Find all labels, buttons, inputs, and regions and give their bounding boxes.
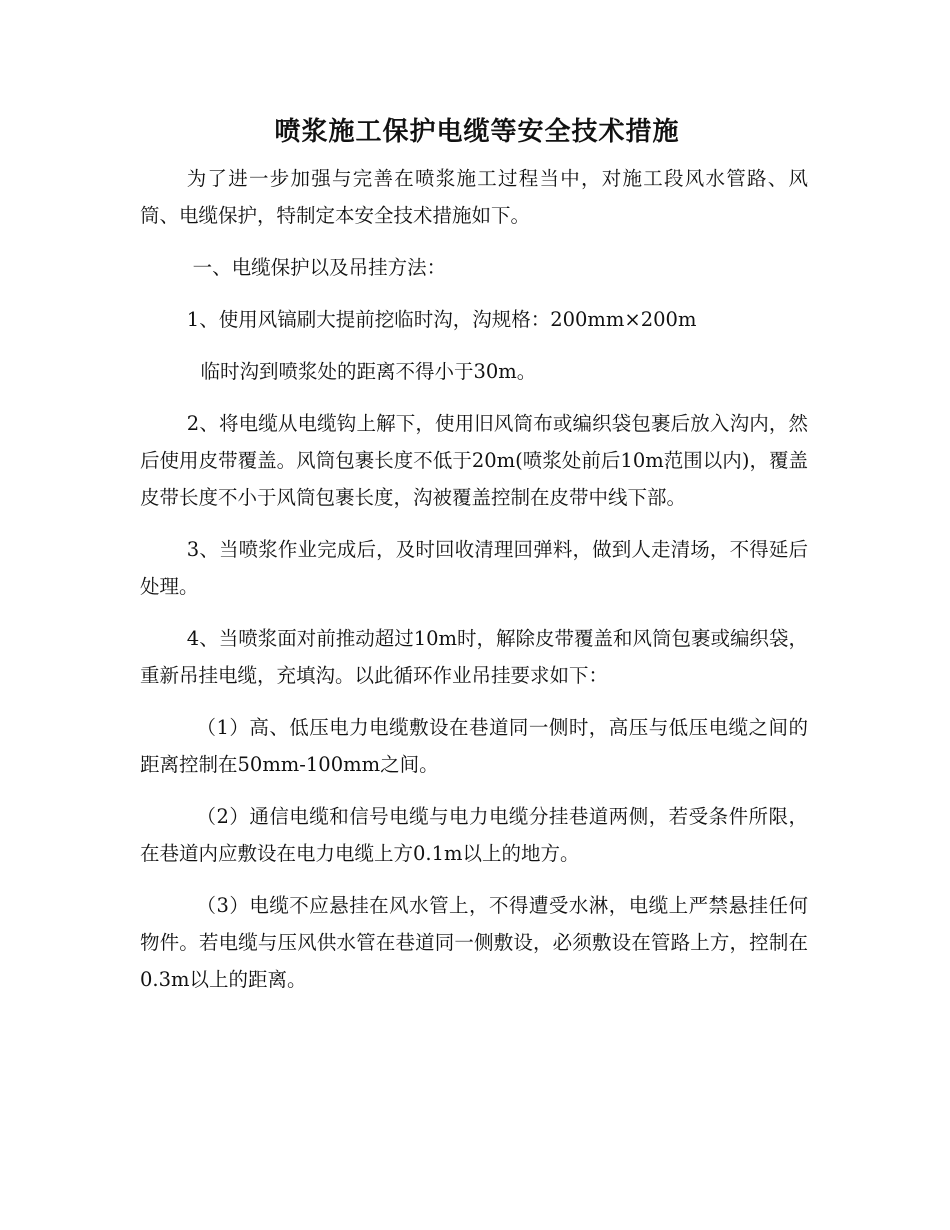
requirement-3-paragraph: （3）电缆不应悬挂在风水管上，不得遭受水淋，电缆上严禁悬挂任何物件。若电缆与压风供水管在巷道同一侧敷设，必须敷设在管路上方，控制在0.3m以上的距离。 (140, 894, 808, 991)
item-1-continuation: 临时沟到喷浆处的距离不得小于30m。 (200, 360, 537, 383)
item-1-paragraph: 1、使用风镐刷大提前挖临时沟，沟规格：200mm×200m (186, 308, 697, 331)
intro-paragraph: 为了进一步加强与完善在喷浆施工过程当中，对施工段风水管路、风筒、电缆保护，特制定本安全技术措施如下。 (140, 167, 808, 227)
item-4-paragraph: 4、当喷浆面对前推动超过10m时，解除皮带覆盖和风筒包裹或编织袋，重新吊挂电缆，充填沟。以此循环作业吊挂要求如下： (140, 627, 809, 687)
item-2-paragraph: 2、将电缆从电缆钩上解下，使用旧风筒布或编织袋包裹后放入沟内，然后使用皮带覆盖。风筒包裹长度不低于20m(喷浆处前后10m范围以内)，覆盖皮带长度不小于风筒包裹长度，沟被覆盖控制在皮带中线下部。 (140, 412, 808, 509)
item-3-paragraph: 3、当喷浆作业完成后，及时回收清理回弹料，做到人走清场，不得延后处理。 (140, 538, 808, 598)
requirement-1-paragraph: （1）高、低压电力电缆敷设在巷道同一侧时，高压与低压电缆之间的距离控制在50mm-100mm之间。 (140, 716, 808, 776)
section-heading-cable-protection: 一、电缆保护以及吊挂方法： (192, 256, 447, 279)
document-title: 喷浆施工保护电缆等安全技术措施 (274, 117, 680, 147)
requirement-2-paragraph: （2）通信电缆和信号电缆与电力电缆分挂巷道两侧，若受条件所限，在巷道内应敷设在电力电缆上方0.1m以上的地方。 (140, 805, 808, 865)
document-page (140, 112, 808, 998)
